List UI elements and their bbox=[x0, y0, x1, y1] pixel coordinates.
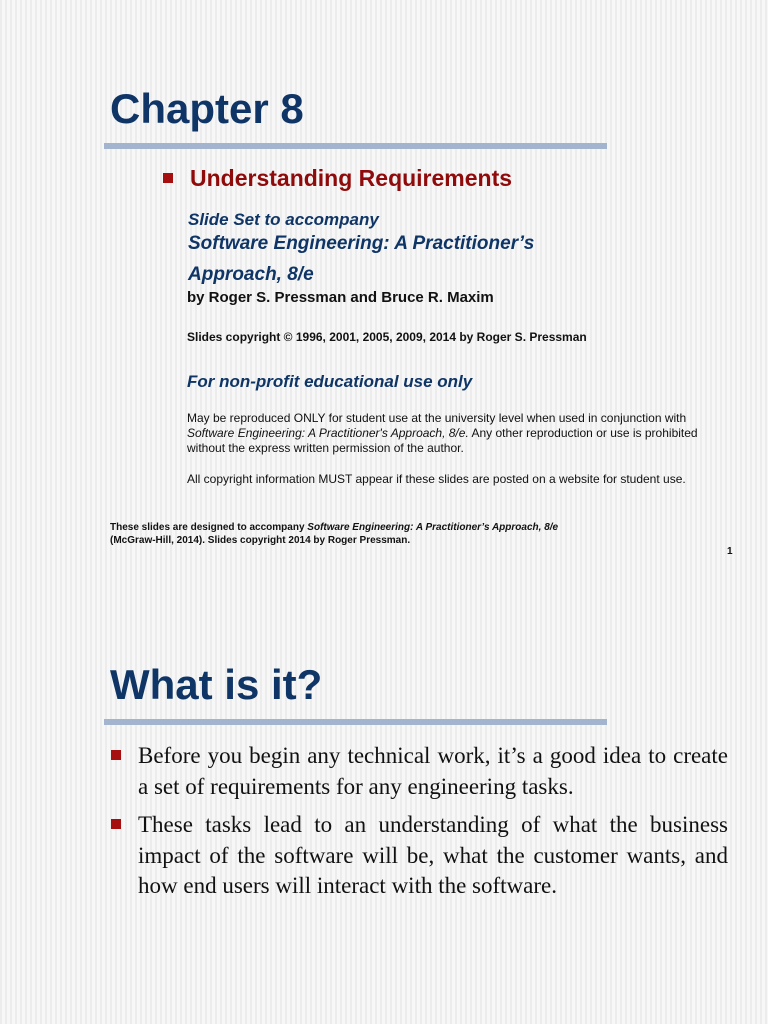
book-title-line-2: Approach, 8/e bbox=[188, 264, 314, 285]
repro-book-title: Software Engineering: A Practitioner's Approach, 8/e. bbox=[187, 426, 469, 440]
slide-title: Chapter 8 bbox=[110, 85, 304, 132]
slide-footer bbox=[110, 521, 560, 547]
slide-heading: Understanding Requirements bbox=[190, 165, 513, 191]
reproduction-notice bbox=[187, 411, 707, 456]
bullet-square-icon bbox=[163, 173, 173, 183]
repro-text-pre: May be reproduced ONLY for student use at the university level when used in conjunction with bbox=[187, 411, 687, 425]
title-rule bbox=[104, 143, 607, 149]
slide-set-label: Slide Set to accompany bbox=[188, 210, 379, 229]
copyright-line: Slides copyright © 1996, 2001, 2005, 2009, 2014 by Roger S. Pressman bbox=[187, 330, 587, 344]
slide-2 bbox=[0, 576, 768, 1024]
page-number: 1 bbox=[727, 546, 733, 557]
bullet-item: These tasks lead to an understanding of what the business impact of the software will be, what the customer wants, and how end users will interact with the software. bbox=[138, 812, 728, 898]
bullet-square-icon bbox=[111, 750, 121, 760]
copyright-notice: All copyright information MUST appear if these slides are posted on a website for student use. bbox=[187, 472, 686, 486]
footer-book-title: Software Engineering: A Practitioner’s Approach, 8/e bbox=[307, 522, 559, 533]
footer-text-post: (McGraw-Hill, 2014). Slides copyright 2014 by Roger Pressman. bbox=[110, 535, 411, 546]
bullet-item: Before you begin any technical work, it’s a good idea to create a set of requirements for any engineering tasks. bbox=[138, 743, 728, 799]
book-title-line-1: Software Engineering: A Practitioner’s bbox=[188, 233, 535, 254]
slide-title: What is it? bbox=[110, 661, 323, 708]
bullet-square-icon bbox=[111, 819, 121, 829]
title-rule bbox=[104, 719, 607, 725]
authors: by Roger S. Pressman and Bruce R. Maxim bbox=[187, 289, 494, 306]
nonprofit-notice: For non-profit educational use only bbox=[187, 372, 473, 391]
footer-text-pre: These slides are designed to accompany bbox=[110, 522, 308, 533]
repro-text-post: Any other reproduction or use is prohibited without the express written permission of the author. bbox=[187, 426, 698, 455]
